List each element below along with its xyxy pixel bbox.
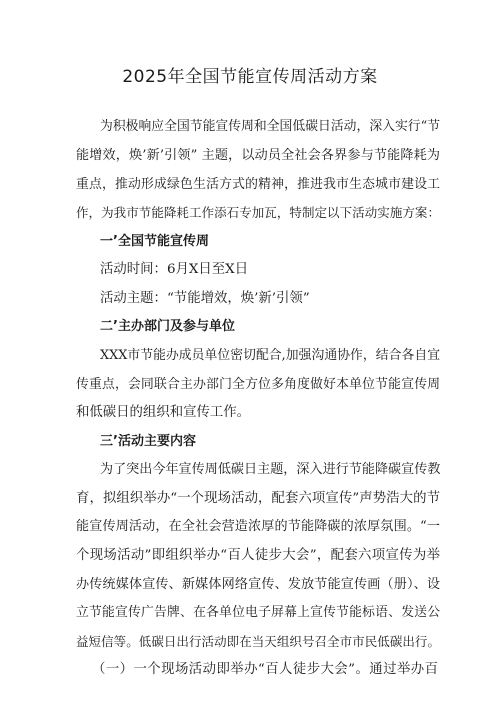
section3-line: 益短信等。低碳日出行活动即在当天组织号召全市市民低碳出行。 (76, 634, 440, 649)
intro-line: 作，为我市节能降耗工作添石专加瓦，特制定以下活动实施方案： (76, 205, 440, 220)
section3-line: 能宣传周活动，在全社会营造浓厚的节能降碳的浓厚氛围。“一 (76, 519, 440, 534)
section2-line: 传重点，会同联合主办部门全方位多角度做好本单位节能宣传周 (76, 377, 440, 392)
section2-line: 和低碳日的组织和宣传工作。 (76, 405, 251, 420)
intro-line: 重点，推动形成绿色生活方式的精神，推进我市生态城市建设工 (76, 177, 440, 192)
intro-line: 为积极响应全国节能宣传周和全国低碳日活动，深入实行“节 (100, 119, 440, 134)
section3-line: 办传统媒体宣传、新媒体网络宣传、发放节能宣传画（册）、设 (76, 577, 440, 592)
section2-line: XXX市节能办成员单位密切配合,加强沟通协作，结合各自宜 (100, 348, 440, 363)
section3-line: 为了突出今年宣传周低碳日主题，深入进行节能降碳宣传教 (100, 462, 441, 477)
section3-line: 立节能宣传广告牌、在各单位电子屏幕上宣传节能标语、发送公 (76, 605, 440, 620)
activity-time: 活动时间：6月X日至X日 (100, 262, 249, 277)
section3-line: 个现场活动”即组织举办“百人徒步大会”，配套六项宣传为举 (76, 548, 440, 563)
section-heading-1: 一’全国节能宣传周 (100, 234, 209, 249)
section-heading-3: 三’活动主要内容 (100, 434, 196, 449)
section3-line: 育，拟组织举办“一个现场活动，配套六项宣传”声势浩大的节 (76, 491, 440, 506)
intro-line: 能增效，焕’新’引领” 主题，以动员全社会各界参与节能降耗为 (76, 148, 440, 163)
activity-theme: 活动主题：“节能增效，焕’新’引领” (100, 291, 310, 306)
section-heading-2: 二’主办部门及参与单位 (100, 319, 235, 334)
document-title: 2025年全国节能宣传周活动方案 (122, 67, 378, 87)
subsection-1-line: （一）一个现场活动即举办“百人徒步大会”。通过举办百 (92, 662, 438, 677)
